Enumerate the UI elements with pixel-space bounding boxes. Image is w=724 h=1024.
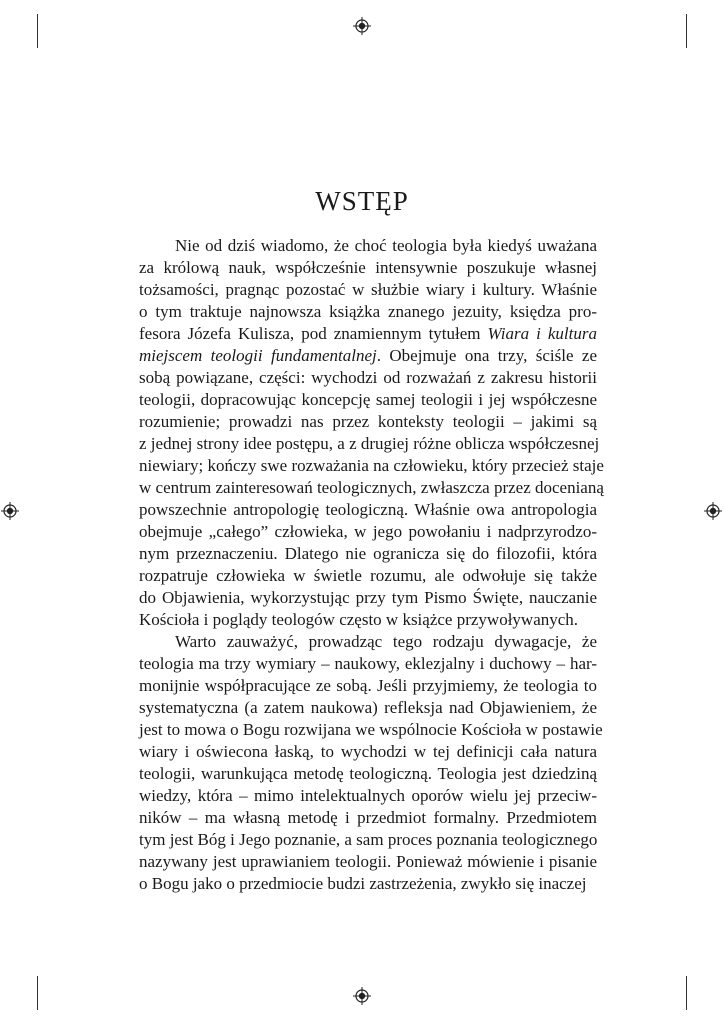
text-line: nym przeznaczeniu. Dlatego nie ogranicza się do filozofii, która (139, 544, 597, 563)
text-line: do Objawienia, wykorzystując przy tym Pismo Święte, nauczanie (139, 588, 597, 607)
text-line: Nie od dziś wiadomo, że choć teologia była kiedyś uważana (175, 236, 597, 255)
registration-mark-icon (353, 17, 371, 35)
text-line: Warto zauważyć, prowadząc tego rodzaju dywagacje, że (175, 632, 597, 651)
registration-mark-icon (704, 502, 722, 520)
crop-mark (686, 14, 687, 48)
text-line: powszechnie antropologię teologiczną. Właśnie owa antropologia (139, 500, 597, 519)
text-line: wiary i oświecona łaską, to wychodzi w tej definicji cała natura (139, 742, 597, 761)
text-line: teologia ma trzy wymiary – naukowy, eklezjalny i duchowy – har- (139, 654, 597, 673)
registration-mark-icon (1, 502, 19, 520)
text-line: monijnie współpracujące ze sobą. Jeśli przyjmiemy, że teologia to (139, 676, 597, 695)
text-line: niewiary; kończy swe rozważania na człowieku, który przecież staje (139, 456, 604, 475)
chapter-heading: WSTĘP (315, 186, 409, 216)
text-line: teologii, dopracowując koncepcję samej teologii i jej współczesne (139, 390, 597, 409)
text-line: Kościoła i poglądy teologów często w książce przywoływanych. (139, 610, 579, 629)
text-line: systematyczna (a zatem naukowa) refleksja nad Objawieniem, że (139, 698, 597, 717)
text-line: nazywany jest uprawianiem teologii. Ponieważ mówienie i pisanie (139, 852, 597, 871)
text-line: obejmuje „całego” człowieka, w jego powołaniu i nadprzyrodzo- (139, 522, 597, 541)
text-line: o tym traktuje najnowsza książka znanego jezuity, księdza pro- (139, 302, 597, 321)
crop-mark (37, 14, 38, 48)
text-line: w centrum zainteresowań teologicznych, zwłaszcza przez docenianą (139, 478, 604, 497)
text-line: o Bogu jako o przedmiocie budzi zastrzeżenia, zwykło się inaczej (139, 874, 587, 893)
text-line: fesora Józefa Kulisza, pod znamiennym tytułem Wiara i kultura (139, 324, 597, 343)
text-line: rozumienie; prowadzi nas przez konteksty teologii – jakimi są (139, 412, 597, 431)
registration-mark-icon (353, 987, 371, 1005)
text-line: z jednej strony idee postępu, a z drugiej różne oblicza współczesnej (139, 434, 600, 453)
text-line: miejscem teologii fundamentalnej. Obejmuje ona trzy, ściśle ze (139, 346, 597, 365)
crop-mark (686, 976, 687, 1010)
crop-mark (37, 976, 38, 1010)
text-line: wiedzy, która – mimo intelektualnych oporów wielu jej przeciw- (139, 786, 597, 805)
text-line: teologii, warunkująca metodę teologiczną. Teologia jest dziedziną (139, 764, 597, 783)
text-line: ników – ma własną metodę i przedmiot formalny. Przedmiotem (139, 808, 597, 827)
text-line: jest to mowa o Bogu rozwijana we wspólnocie Kościoła w postawie (139, 720, 603, 739)
text-line: sobą powiązane, części: wychodzi od rozważań z zakresu historii (139, 368, 597, 387)
text-line: tym jest Bóg i Jego poznanie, a sam proces poznania teologicznego (139, 830, 598, 849)
text-line: rozpatruje człowieka w świetle rozumu, ale odwołuje się także (139, 566, 597, 585)
text-line: tożsamości, pragnąc pozostać w służbie wiary i kultury. Właśnie (139, 280, 597, 299)
text-line: za królową nauk, współcześnie intensywnie poszukuje własnej (139, 258, 597, 277)
